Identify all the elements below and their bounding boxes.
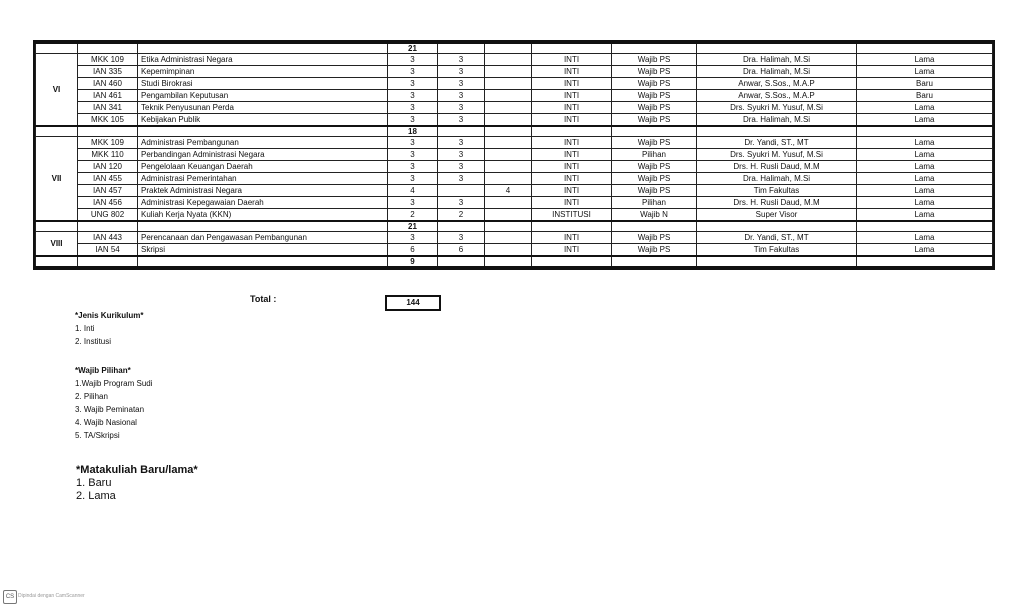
empty-cell	[138, 256, 388, 267]
subtotal-row	[36, 126, 993, 137]
cell-code: MKK 110	[78, 149, 138, 161]
empty-cell	[485, 126, 532, 137]
cell-name: Administrasi Pemerintahan	[138, 173, 388, 185]
cell-code: IAN 341	[78, 102, 138, 114]
cell-kur: INTI	[532, 102, 612, 114]
empty-cell	[36, 126, 78, 137]
legend-title: *Matakuliah Baru/lama*	[76, 464, 198, 476]
cell-dosen: Tim Fakultas	[697, 244, 857, 257]
table-row	[36, 197, 993, 209]
cell-t: 3	[438, 78, 485, 90]
cell-name: Praktek Administrasi Negara	[138, 185, 388, 197]
cell-wajib: Wajib PS	[612, 185, 697, 197]
empty-cell	[78, 43, 138, 54]
cell-t	[438, 185, 485, 197]
cell-t: 3	[438, 149, 485, 161]
cell-p	[485, 102, 532, 114]
empty-cell	[857, 126, 993, 137]
empty-cell	[697, 221, 857, 232]
semester-label: VIII	[36, 232, 78, 257]
cell-code: IAN 443	[78, 232, 138, 244]
cell-code: IAN 455	[78, 173, 138, 185]
subtotal-sks: 21	[388, 43, 438, 54]
cell-wajib: Wajib PS	[612, 54, 697, 66]
cell-kur: INSTITUSI	[532, 209, 612, 222]
empty-cell	[532, 256, 612, 267]
cell-sks: 3	[388, 114, 438, 127]
camscanner-logo: CS	[3, 590, 17, 604]
cell-dosen: Anwar, S.Sos., M.A.P	[697, 90, 857, 102]
cell-name: Perbandingan Administrasi Negara	[138, 149, 388, 161]
cell-name: Teknik Penyusunan Perda	[138, 102, 388, 114]
cell-wajib: Wajib PS	[612, 78, 697, 90]
table-row	[36, 244, 993, 257]
cell-p	[485, 173, 532, 185]
cell-kur: INTI	[532, 78, 612, 90]
cell-p	[485, 78, 532, 90]
cell-kur: INTI	[532, 173, 612, 185]
cell-status: Lama	[857, 209, 993, 222]
cell-sks: 3	[388, 54, 438, 66]
cell-status: Lama	[857, 173, 993, 185]
empty-cell	[138, 43, 388, 54]
table-row	[36, 90, 993, 102]
legend-jenis-kurikulum	[75, 309, 143, 348]
table-row	[36, 173, 993, 185]
cell-status: Baru	[857, 78, 993, 90]
cell-p	[485, 137, 532, 149]
cell-wajib: Pilihan	[612, 149, 697, 161]
cell-sks: 2	[388, 209, 438, 222]
cell-status: Baru	[857, 90, 993, 102]
subtotal-row	[36, 256, 993, 267]
cell-code: MKK 109	[78, 54, 138, 66]
cell-wajib: Wajib PS	[612, 244, 697, 257]
cell-sks: 4	[388, 185, 438, 197]
cell-code: IAN 456	[78, 197, 138, 209]
cell-p	[485, 114, 532, 127]
cell-status: Lama	[857, 102, 993, 114]
cell-kur: INTI	[532, 232, 612, 244]
cell-kur: INTI	[532, 114, 612, 127]
cell-name: Studi Birokrasi	[138, 78, 388, 90]
cell-t: 3	[438, 54, 485, 66]
cell-kur: INTI	[532, 149, 612, 161]
cell-name: Administrasi Pembangunan	[138, 137, 388, 149]
cell-wajib: Pilihan	[612, 197, 697, 209]
empty-cell	[612, 126, 697, 137]
empty-cell	[438, 43, 485, 54]
cell-sks: 3	[388, 232, 438, 244]
cell-kur: INTI	[532, 185, 612, 197]
empty-cell	[485, 221, 532, 232]
cell-sks: 3	[388, 78, 438, 90]
empty-cell	[697, 126, 857, 137]
empty-cell	[612, 256, 697, 267]
cell-wajib: Wajib PS	[612, 114, 697, 127]
scanner-watermark-text: Dipindai dengan CamScanner	[18, 593, 85, 599]
cell-wajib: Wajib PS	[612, 232, 697, 244]
cell-p	[485, 90, 532, 102]
cell-code: MKK 105	[78, 114, 138, 127]
cell-dosen: Drs. Syukri M. Yusuf, M.Si	[697, 102, 857, 114]
empty-cell	[857, 256, 993, 267]
empty-cell	[612, 221, 697, 232]
subtotal-sks: 18	[388, 126, 438, 137]
cell-t: 3	[438, 161, 485, 173]
empty-cell	[438, 126, 485, 137]
cell-dosen: Drs. H. Rusli Daud, M.M	[697, 161, 857, 173]
table-row	[36, 209, 993, 222]
table-row	[36, 232, 993, 244]
cell-dosen: Dra. Halimah, M.Si	[697, 114, 857, 127]
cell-p	[485, 244, 532, 257]
cell-code: IAN 457	[78, 185, 138, 197]
cell-status: Lama	[857, 161, 993, 173]
cell-sks: 3	[388, 66, 438, 78]
total-value: 144	[385, 295, 441, 311]
table-row	[36, 78, 993, 90]
empty-cell	[612, 43, 697, 54]
legend-item: 4. Wajib Nasional	[75, 418, 137, 427]
empty-cell	[485, 43, 532, 54]
legend-item: 1. Inti	[75, 324, 95, 333]
cell-wajib: Wajib PS	[612, 66, 697, 78]
cell-wajib: Wajib PS	[612, 137, 697, 149]
cell-p	[485, 161, 532, 173]
cell-status: Lama	[857, 185, 993, 197]
cell-code: IAN 335	[78, 66, 138, 78]
legend-item: 2. Lama	[76, 490, 116, 502]
table-row	[36, 161, 993, 173]
cell-status: Lama	[857, 197, 993, 209]
empty-cell	[78, 221, 138, 232]
cell-name: Kebijakan Publik	[138, 114, 388, 127]
empty-cell	[532, 221, 612, 232]
curriculum-table	[35, 42, 993, 268]
cell-sks: 3	[388, 90, 438, 102]
cell-sks: 6	[388, 244, 438, 257]
empty-cell	[438, 221, 485, 232]
cell-name: Pengambilan Keputusan	[138, 90, 388, 102]
cell-kur: INTI	[532, 54, 612, 66]
cell-p: 4	[485, 185, 532, 197]
cell-name: Etika Administrasi Negara	[138, 54, 388, 66]
cell-status: Lama	[857, 244, 993, 257]
cell-kur: INTI	[532, 244, 612, 257]
empty-cell	[857, 43, 993, 54]
legend-item: 5. TA/Skripsi	[75, 431, 120, 440]
empty-cell	[36, 256, 78, 267]
empty-cell	[138, 221, 388, 232]
cell-code: MKK 109	[78, 137, 138, 149]
legend-title: *Wajib Pilihan*	[75, 366, 131, 375]
cell-kur: INTI	[532, 137, 612, 149]
cell-dosen: Dr. Yandi, ST., MT	[697, 232, 857, 244]
table-row	[36, 149, 993, 161]
cell-dosen: Dra. Halimah, M.Si	[697, 66, 857, 78]
cell-t: 2	[438, 209, 485, 222]
cell-name: Pengelolaan Keuangan Daerah	[138, 161, 388, 173]
cell-p	[485, 54, 532, 66]
cell-dosen: Super Visor	[697, 209, 857, 222]
cell-t: 3	[438, 137, 485, 149]
cell-t: 3	[438, 114, 485, 127]
cell-p	[485, 149, 532, 161]
cell-wajib: Wajib PS	[612, 90, 697, 102]
cell-name: Administrasi Kepegawaian Daerah	[138, 197, 388, 209]
empty-cell	[36, 43, 78, 54]
empty-cell	[438, 256, 485, 267]
cell-dosen: Tim Fakultas	[697, 185, 857, 197]
cell-sks: 3	[388, 161, 438, 173]
empty-cell	[532, 43, 612, 54]
cell-status: Lama	[857, 137, 993, 149]
cell-p	[485, 66, 532, 78]
cell-p	[485, 197, 532, 209]
legend-matakuliah-status	[76, 464, 198, 503]
cell-code: IAN 120	[78, 161, 138, 173]
semester-label: VII	[36, 137, 78, 222]
cell-status: Lama	[857, 114, 993, 127]
subtotal-row	[36, 43, 993, 54]
cell-status: Lama	[857, 66, 993, 78]
legend-title: *Jenis Kurikulum*	[75, 311, 144, 320]
cell-t: 6	[438, 244, 485, 257]
table-row	[36, 185, 993, 197]
empty-cell	[485, 256, 532, 267]
cell-code: IAN 461	[78, 90, 138, 102]
subtotal-sks: 21	[388, 221, 438, 232]
empty-cell	[697, 256, 857, 267]
subtotal-row	[36, 221, 993, 232]
table-row	[36, 102, 993, 114]
table-row	[36, 137, 993, 149]
cell-sks: 3	[388, 137, 438, 149]
empty-cell	[697, 43, 857, 54]
cell-name: Skripsi	[138, 244, 388, 257]
subtotal-sks: 9	[388, 256, 438, 267]
cell-kur: INTI	[532, 197, 612, 209]
cell-t: 3	[438, 90, 485, 102]
empty-cell	[78, 126, 138, 137]
empty-cell	[138, 126, 388, 137]
legend-item: 1. Baru	[76, 477, 112, 489]
cell-code: UNG 802	[78, 209, 138, 222]
total-label: Total :	[250, 294, 277, 304]
cell-sks: 3	[388, 149, 438, 161]
cell-dosen: Drs. Syukri M. Yusuf, M.Si	[697, 149, 857, 161]
cell-status: Lama	[857, 54, 993, 66]
cell-dosen: Drs. H. Rusli Daud, M.M	[697, 197, 857, 209]
cell-p	[485, 232, 532, 244]
cell-wajib: Wajib PS	[612, 173, 697, 185]
cell-t: 3	[438, 197, 485, 209]
cell-t: 3	[438, 173, 485, 185]
cell-kur: INTI	[532, 66, 612, 78]
cell-kur: INTI	[532, 90, 612, 102]
empty-cell	[532, 126, 612, 137]
cell-sks: 3	[388, 197, 438, 209]
cell-kur: INTI	[532, 161, 612, 173]
legend-item: 3. Wajib Peminatan	[75, 405, 145, 414]
cell-wajib: Wajib PS	[612, 102, 697, 114]
semester-label: VI	[36, 54, 78, 127]
legend-item: 2. Institusi	[75, 337, 112, 346]
cell-t: 3	[438, 102, 485, 114]
cell-wajib: Wajib PS	[612, 161, 697, 173]
legend-item: 1.Wajib Program Sudi	[75, 379, 153, 388]
cell-t: 3	[438, 232, 485, 244]
cell-status: Lama	[857, 232, 993, 244]
cell-name: Perencanaan dan Pengawasan Pembangunan	[138, 232, 388, 244]
legend-item: 2. Pilihan	[75, 392, 108, 401]
cell-dosen: Dra. Halimah, M.Si	[697, 54, 857, 66]
table-row	[36, 114, 993, 127]
legend-wajib-pilihan	[75, 364, 153, 442]
cell-dosen: Dr. Yandi, ST., MT	[697, 137, 857, 149]
table-row	[36, 54, 993, 66]
table-row	[36, 66, 993, 78]
cell-sks: 3	[388, 173, 438, 185]
cell-name: Kuliah Kerja Nyata (KKN)	[138, 209, 388, 222]
cell-status: Lama	[857, 149, 993, 161]
cell-dosen: Anwar, S.Sos., M.A.P	[697, 78, 857, 90]
empty-cell	[78, 256, 138, 267]
cell-wajib: Wajib N	[612, 209, 697, 222]
empty-cell	[857, 221, 993, 232]
cell-dosen: Dra. Halimah, M.Si	[697, 173, 857, 185]
cell-name: Kepemimpinan	[138, 66, 388, 78]
cell-t: 3	[438, 66, 485, 78]
cell-p	[485, 209, 532, 222]
cell-code: IAN 460	[78, 78, 138, 90]
cell-code: IAN 54	[78, 244, 138, 257]
cell-sks: 3	[388, 102, 438, 114]
empty-cell	[36, 221, 78, 232]
